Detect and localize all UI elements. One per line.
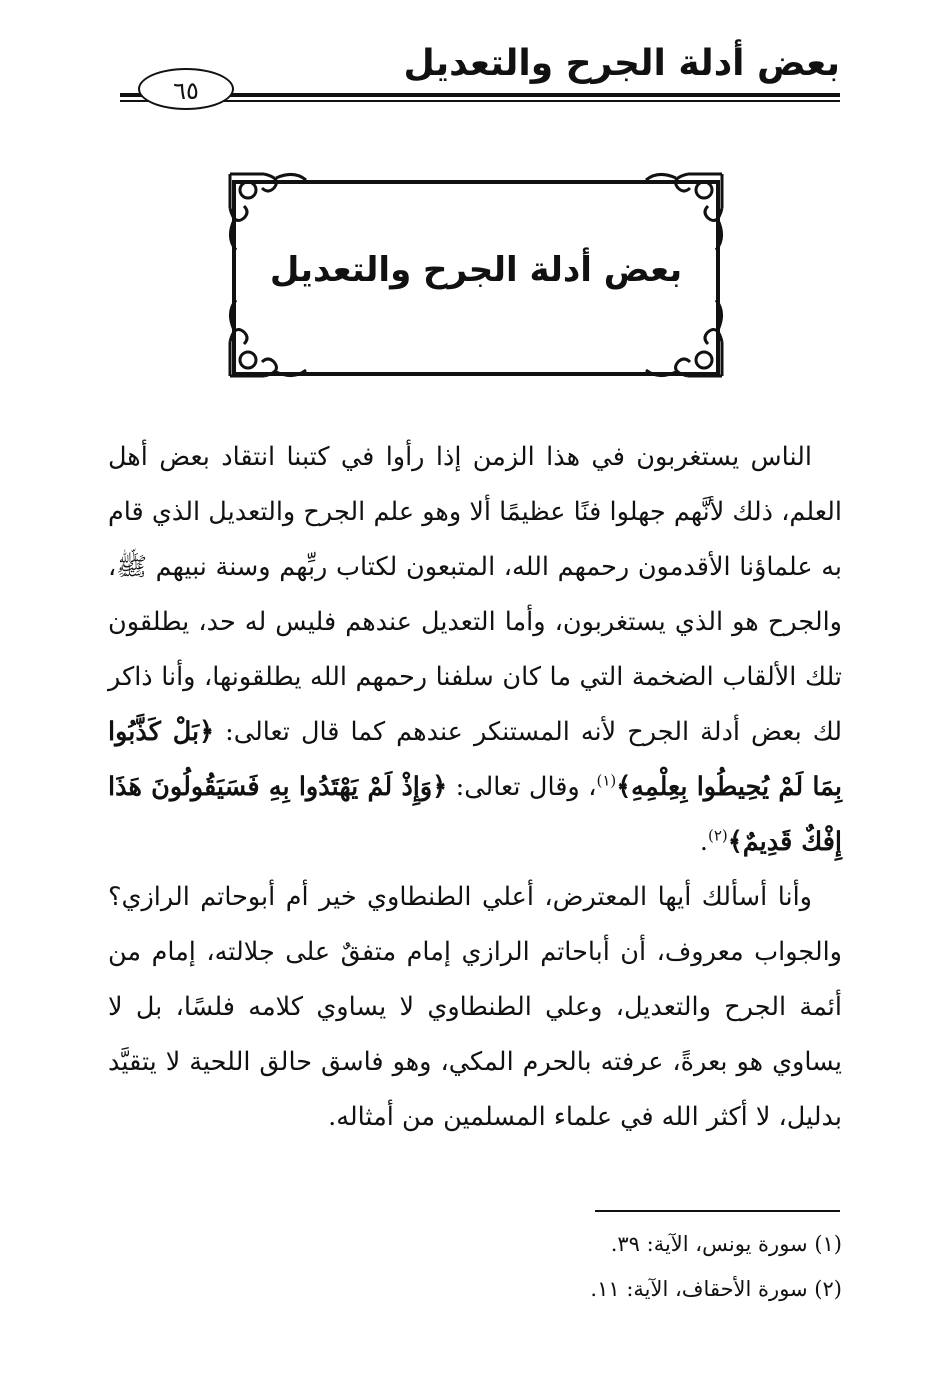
- paragraph-text: وأنا أسألك أيها المعترض، أعلي الطنطاوي خير أم أبوحاتم الرازي؟ والجواب معروف، أن أباحاتم الرازي إمام متفقٌ على جلالته، إمام من أئمة الجرح والتعديل، وعلي الطنطاوي لا يساوي كلامه فلسًا، بل لا يساوي هو بعرةً، عرفته بالحرم المكي، وهو فاسق حالق اللحية لا يتقيَّد بدليل، لا أكثر الله في علماء المسلمين من أمثاله.: [108, 882, 842, 1132]
- chapter-title: بعض أدلة الجرح والتعديل: [269, 250, 683, 290]
- paragraph-text: ، وقال تعالى:: [447, 772, 597, 802]
- footnote-1: (١) سورة يونس، الآية: ٣٩.: [610, 1232, 842, 1256]
- quran-verse: ﴿بَلْ كَذَّبُوا بِمَا لَمْ يُحِيطُوا بِعِلْمِهِ﴾: [108, 717, 843, 802]
- page-number: ٦٥: [138, 68, 234, 110]
- paragraph-text: .: [699, 827, 708, 857]
- paragraph-text: الناس يستغربون في هذا الزمن إذا رأوا في كتبنا انتقاد بعض أهل العلم، ذلك لأنَّهم جهلوا فنًا عظيمًا ألا وهو علم الجرح والتعديل الذي قام به علماؤنا الأقدمون رحمهم الله، المتبعون لكتاب ربِّهم وسنة نبيهم ﷺ، والجرح هو الذي يستغربون، وأما التعديل عندهم فليس له حد، يطلقون تلك الألقاب الضخمة التي ما كان سلفنا رحمهم الله يطلقونها، وأنا ذاكر لك بعض أدلة الجرح لأنه المستنكر عندهم كما قال تعالى:: [108, 442, 843, 747]
- body-paragraph-1: [108, 430, 842, 870]
- footnote-2: (٢) سورة الأحقاف، الآية: ١١.: [590, 1277, 842, 1301]
- running-title: بعض أدلة الجرح والتعديل: [403, 43, 840, 84]
- footnote-ref: (١): [596, 771, 617, 790]
- body-paragraph-2: [108, 870, 842, 1145]
- chapter-title-box: [226, 170, 726, 380]
- corner-ornament-top-right: [646, 174, 722, 250]
- quran-verse: ﴿وَإِذْ لَمْ يَهْتَدُوا بِهِ فَسَيَقُولُونَ هَذَا إِفْكٌ قَدِيمٌ﴾: [108, 772, 842, 857]
- footnotes: [108, 1222, 842, 1312]
- header-rule-thin: [120, 100, 840, 102]
- page-header: [110, 40, 840, 110]
- corner-ornament-bottom-left: [230, 300, 306, 376]
- footnote-ref: (٢): [707, 826, 728, 845]
- corner-ornament-top-left: [230, 174, 306, 250]
- footnote-separator: [595, 1210, 840, 1212]
- corner-ornament-bottom-right: [646, 300, 722, 376]
